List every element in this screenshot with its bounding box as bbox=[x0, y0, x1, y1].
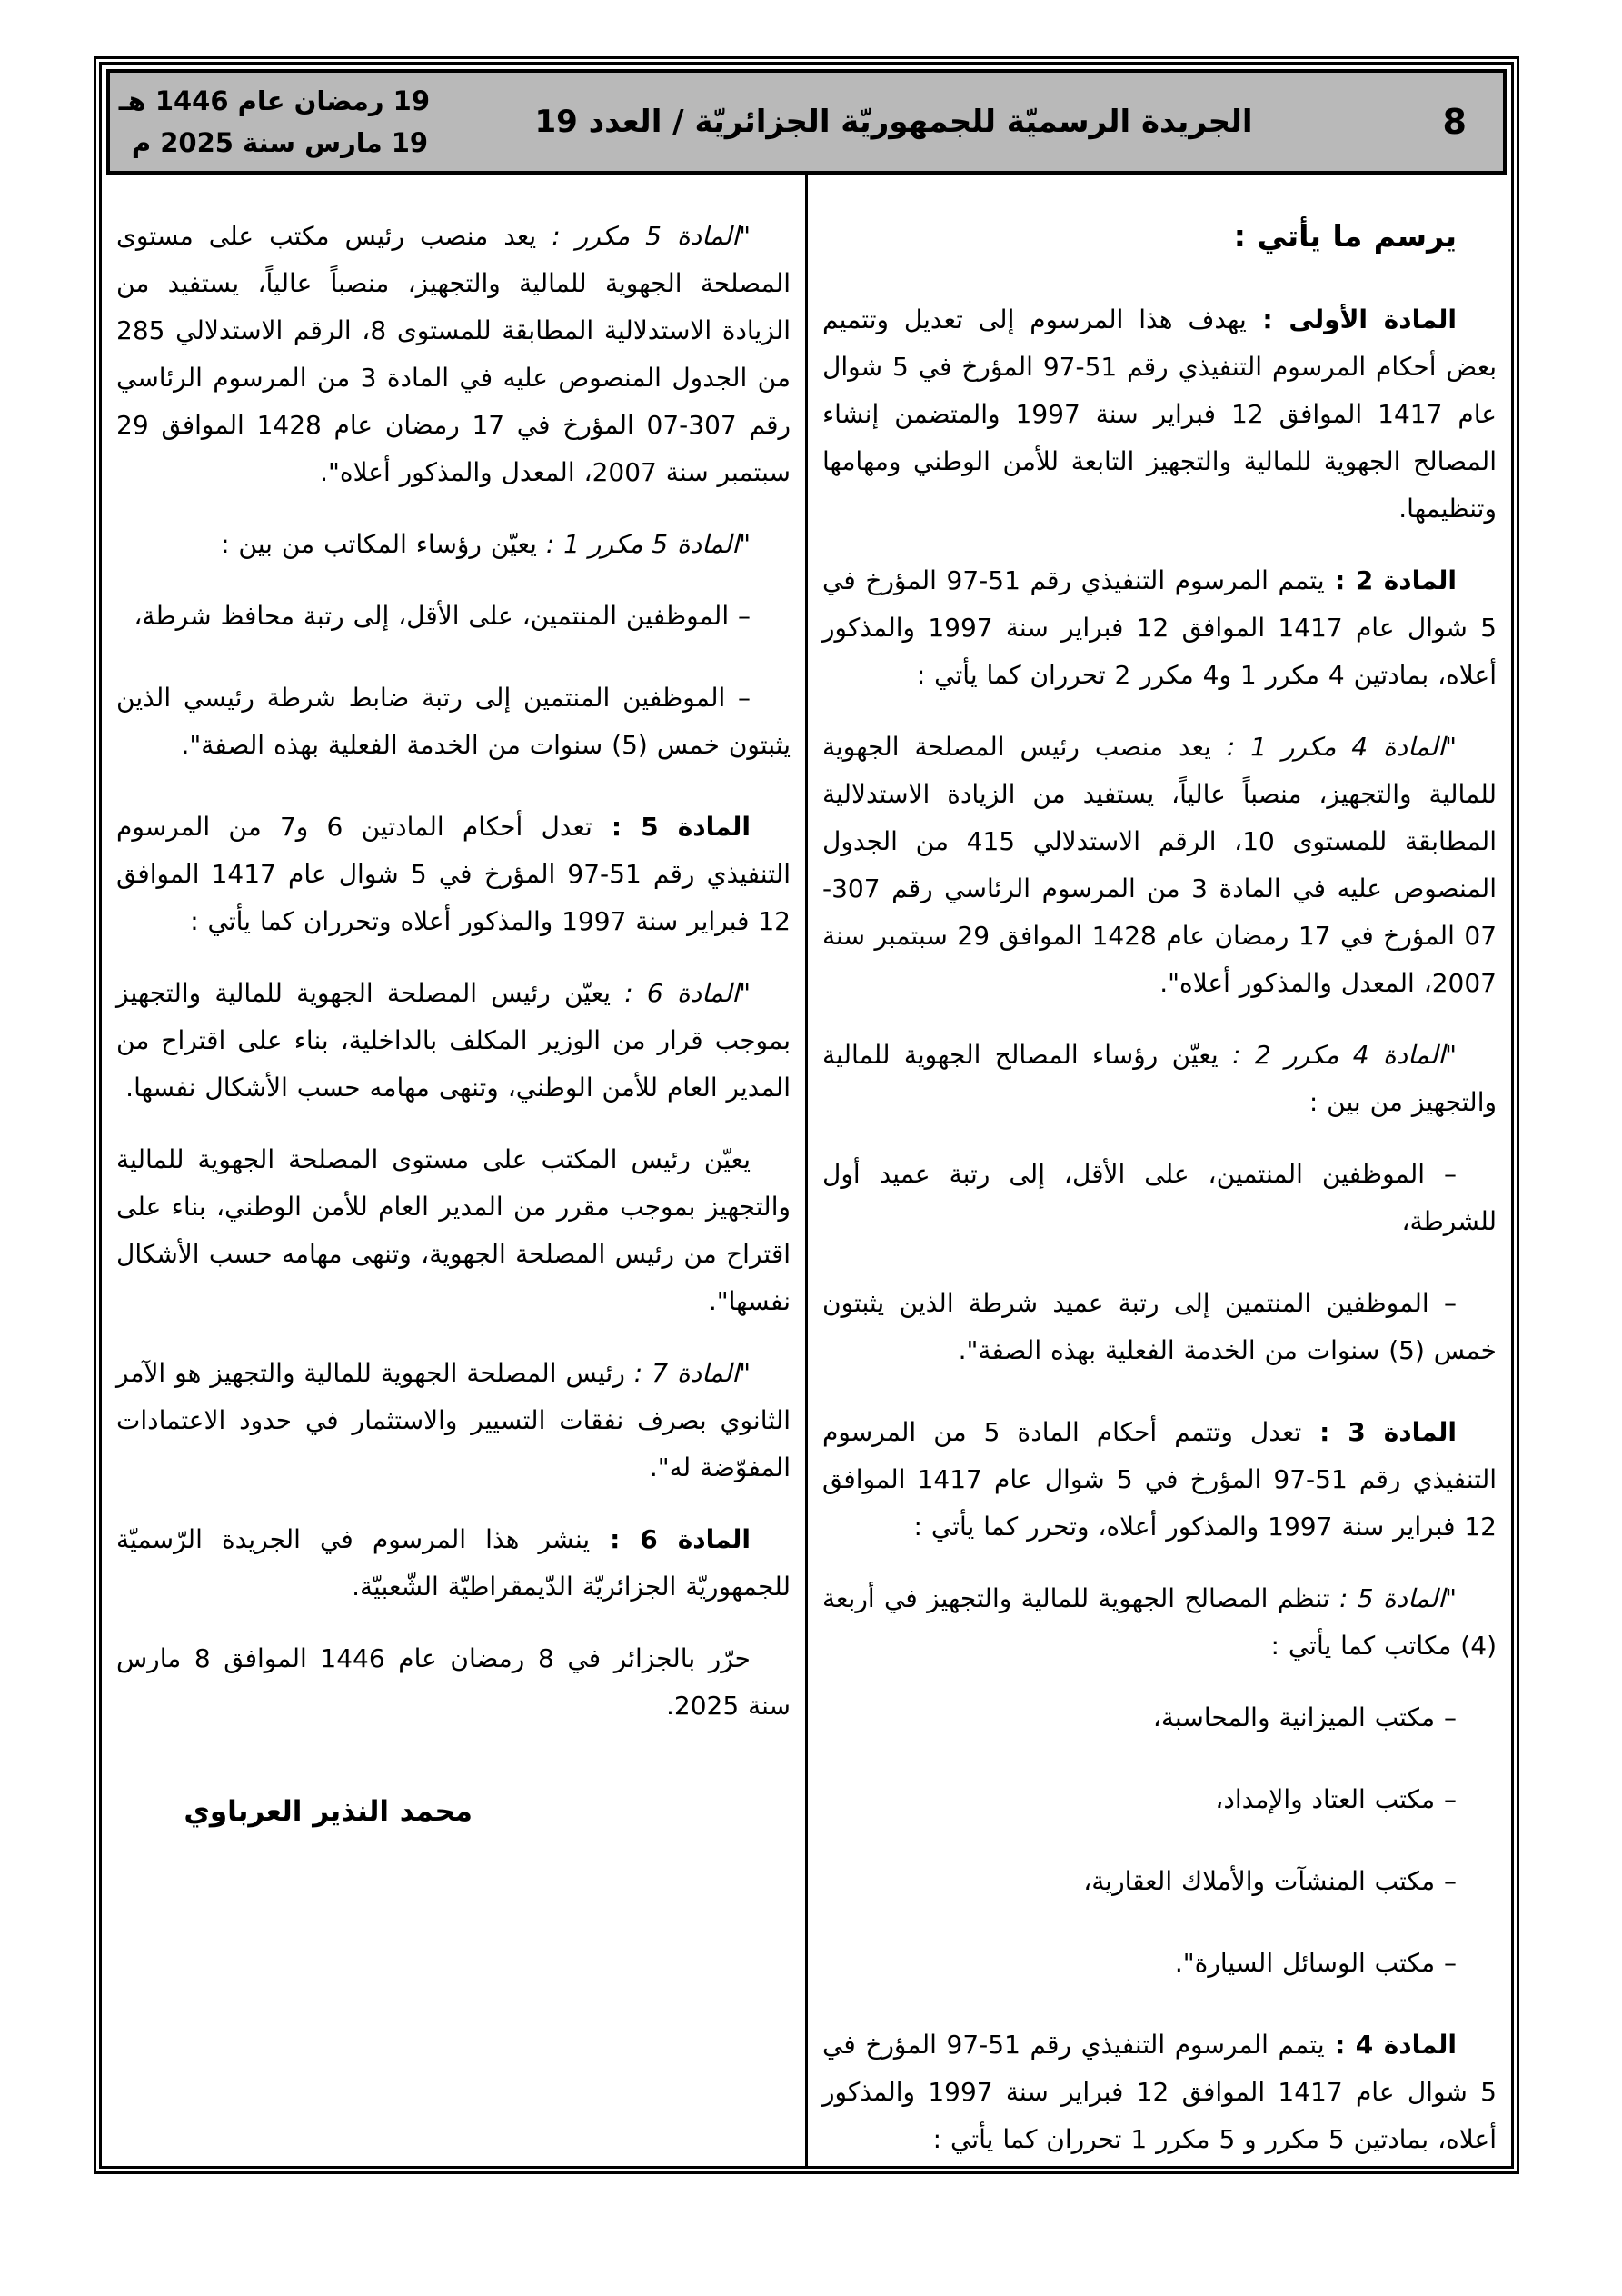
paragraph-item: – الموظفين المنتمين إلى رتبة ضابط شرطة رئيسي الذين يثبتون خمس (5) سنوات من الخدمة الفعلية بهذه الصفة". bbox=[116, 683, 791, 760]
quoted-article-lead: "المادة 6 : bbox=[611, 978, 751, 1008]
quoted-article-lead: "المادة 4 مكرر 2 : bbox=[1218, 1040, 1458, 1070]
quoted-article-lead: "المادة 5 : bbox=[1329, 1583, 1458, 1613]
article-lead: المادة 2 : bbox=[1324, 565, 1457, 595]
column-left bbox=[102, 175, 805, 2166]
gazette-title: الجريدة الرسميّة للجمهوريّة الجزائريّة / العدد 19 bbox=[534, 104, 1253, 140]
hijri-date-line: 19 رمضان عام 1446 هـ bbox=[118, 85, 430, 116]
paragraph-item: – الموظفين المنتمين إلى رتبة عميد شرطة الذين يثبتون خمس (5) سنوات من الخدمة الفعلية بهذه الصفة". bbox=[822, 1288, 1497, 1365]
paragraph-article: المادة 5 : تعدل أحكام المادتين 6 و7 من المرسوم التنفيذي رقم 51-97 المؤرخ في 5 شوال عام 1417 الموافق 12 فبراير سنة 1997 والمذكور أعلاه وتحرران كما يأتي : bbox=[116, 812, 791, 936]
paragraph-article: المادة 2 : يتمم المرسوم التنفيذي رقم 51-97 المؤرخ في 5 شوال عام 1417 الموافق 12 فبراير سنة 1997 والمذكور أعلاه، بمادتين 4 مكرر 1 و4 مكرر 2 تحرران كما يأتي : bbox=[822, 565, 1497, 690]
paragraph-article: المادة 6 : ينشر هذا المرسوم في الجريدة الرّسميّة للجمهوريّة الجزائريّة الدّيمقراطيّة الشّعبيّة. bbox=[116, 1524, 791, 1602]
article-lead: المادة الأولى : bbox=[1246, 304, 1457, 334]
two-column-content bbox=[102, 175, 1511, 2166]
paragraph-quoted: "المادة 5 : تنظم المصالح الجهوية للمالية والتجهيز في أربعة (4) مكاتب كما يأتي : bbox=[822, 1583, 1497, 1661]
gregorian-date-line: 19 مارس سنة 2025 م bbox=[131, 127, 429, 158]
paragraph-article: المادة 4 : يتمم المرسوم التنفيذي رقم 51-97 المؤرخ في 5 شوال عام 1417 الموافق 12 فبراير سنة 1997 والمذكور أعلاه، بمادتين 5 مكرر و 5 مكرر 1 تحرران كما يأتي : bbox=[822, 2030, 1497, 2154]
page-frame bbox=[94, 56, 1519, 2174]
paragraph-item: – الموظفين المنتمين، على الأقل، إلى رتبة محافظ شرطة، bbox=[134, 601, 751, 631]
quoted-article-lead: "المادة 5 مكرر : bbox=[536, 221, 751, 251]
paragraph-signature: محمد النذير العرباوي bbox=[184, 1795, 473, 1828]
paragraph-enact: يرسم ما يأتي : bbox=[1233, 218, 1457, 254]
header-bar bbox=[106, 69, 1507, 175]
column-right bbox=[808, 175, 1511, 2166]
article-lead: المادة 4 : bbox=[1324, 2030, 1457, 2060]
paragraph-article: المادة 3 : تعدل وتتمم أحكام المادة 5 من المرسوم التنفيذي رقم 51-97 المؤرخ في 5 شوال عام 1417 الموافق 12 فبراير سنة 1997 والمذكور أعلاه، وتحرر كما يأتي : bbox=[822, 1417, 1498, 1542]
paragraph-quoted: "المادة 5 مكرر : يعد منصب رئيس مكتب على مستوى المصلحة الجهوية للمالية والتجهيز، منصباً عالياً، يستفيد من الزيادة الاستدلالية المطابقة للمستوى 8، الرقم الاستدلالي 285 من الجدول المنصوص عليه في المادة 3 من المرسوم الرئاسي رقم 307-07 المؤرخ في 17 رمضان عام 1428 الموافق 29 سبتمبر سنة 2007، المعدل والمذكور أعلاه". bbox=[116, 221, 791, 487]
paragraph-item: – مكتب العتاد والإمداد، bbox=[1215, 1784, 1457, 1814]
quoted-article-lead: "المادة 5 مكرر 1 : bbox=[536, 529, 751, 559]
paragraph-quoted: "المادة 4 مكرر 2 : يعيّن رؤساء المصالح الجهوية للمالية والتجهيز من بين : bbox=[822, 1040, 1497, 1117]
paragraph-quoted: "المادة 7 : رئيس المصلحة الجهوية للمالية والتجهيز هو الآمر الثانوي بصرف نفقات التسيير والاستثمار في حدود الاعتمادات المفوّضة له". bbox=[116, 1358, 791, 1482]
paragraph-plain: يعيّن رئيس المكتب على مستوى المصلحة الجهوية للمالية والتجهيز بموجب مقرر من المدير العام للأمن الوطني، بناء على اقتراح من رئيس المصلحة الجهوية، وتنهى مهامه حسب الأشكال نفسها". bbox=[116, 1144, 791, 1316]
paragraph-item: – مكتب المنشآت والأملاك العقارية، bbox=[1083, 1866, 1457, 1896]
paragraph-article: المادة الأولى : يهدف هذا المرسوم إلى تعديل وتتميم بعض أحكام المرسوم التنفيذي رقم 51-97 المؤرخ في 5 شوال عام 1417 الموافق 12 فبراير سنة 1997 والمتضمن إنشاء المصالح الجهوية للمالية والتجهيز التابعة للأمن الوطني ومهامها وتنظيمها. bbox=[822, 304, 1497, 524]
quoted-article-lead: "المادة 7 : bbox=[624, 1358, 751, 1388]
paragraph-item: – مكتب الوسائل السيارة". bbox=[1174, 1948, 1457, 1978]
article-lead: المادة 5 : bbox=[592, 812, 751, 842]
paragraph-plain: حرّر بالجزائر في 8 رمضان عام 1446 الموافق 8 مارس سنة 2025. bbox=[116, 1643, 791, 1721]
article-lead: المادة 6 : bbox=[590, 1524, 751, 1554]
paragraph-quoted: "المادة 5 مكرر 1 : يعيّن رؤساء المكاتب من بين : bbox=[221, 529, 751, 559]
paragraph-quoted: "المادة 4 مكرر 1 : يعد منصب رئيس المصلحة الجهوية للمالية والتجهيز، منصباً عالياً، يستفيد من الزيادة الاستدلالية المطابقة للمستوى 10، الرقم الاستدلالي 415 من الجدول المنصوص عليه في المادة 3 من المرسوم الرئاسي رقم 307-07 المؤرخ في 17 رمضان عام 1428 الموافق 29 سبتمبر سنة 2007، المعدل والمذكور أعلاه". bbox=[822, 732, 1498, 998]
date-block bbox=[118, 80, 430, 164]
quoted-article-lead: "المادة 4 مكرر 1 : bbox=[1210, 732, 1458, 762]
paragraph-quoted: "المادة 6 : يعيّن رئيس المصلحة الجهوية للمالية والتجهيز بموجب قرار من الوزير المكلف بالداخلية، بناء على اقتراح من المدير العام للأمن الوطني، وتنهى مهامه حسب الأشكال نفسها. bbox=[116, 978, 791, 1103]
paragraph-item: – الموظفين المنتمين، على الأقل، إلى رتبة عميد أول للشرطة، bbox=[822, 1159, 1497, 1236]
paragraph-item: – مكتب الميزانية والمحاسبة، bbox=[1152, 1702, 1457, 1732]
page-number: 8 bbox=[1442, 102, 1467, 142]
column-divider bbox=[805, 175, 808, 2166]
article-lead: المادة 3 : bbox=[1301, 1417, 1457, 1447]
